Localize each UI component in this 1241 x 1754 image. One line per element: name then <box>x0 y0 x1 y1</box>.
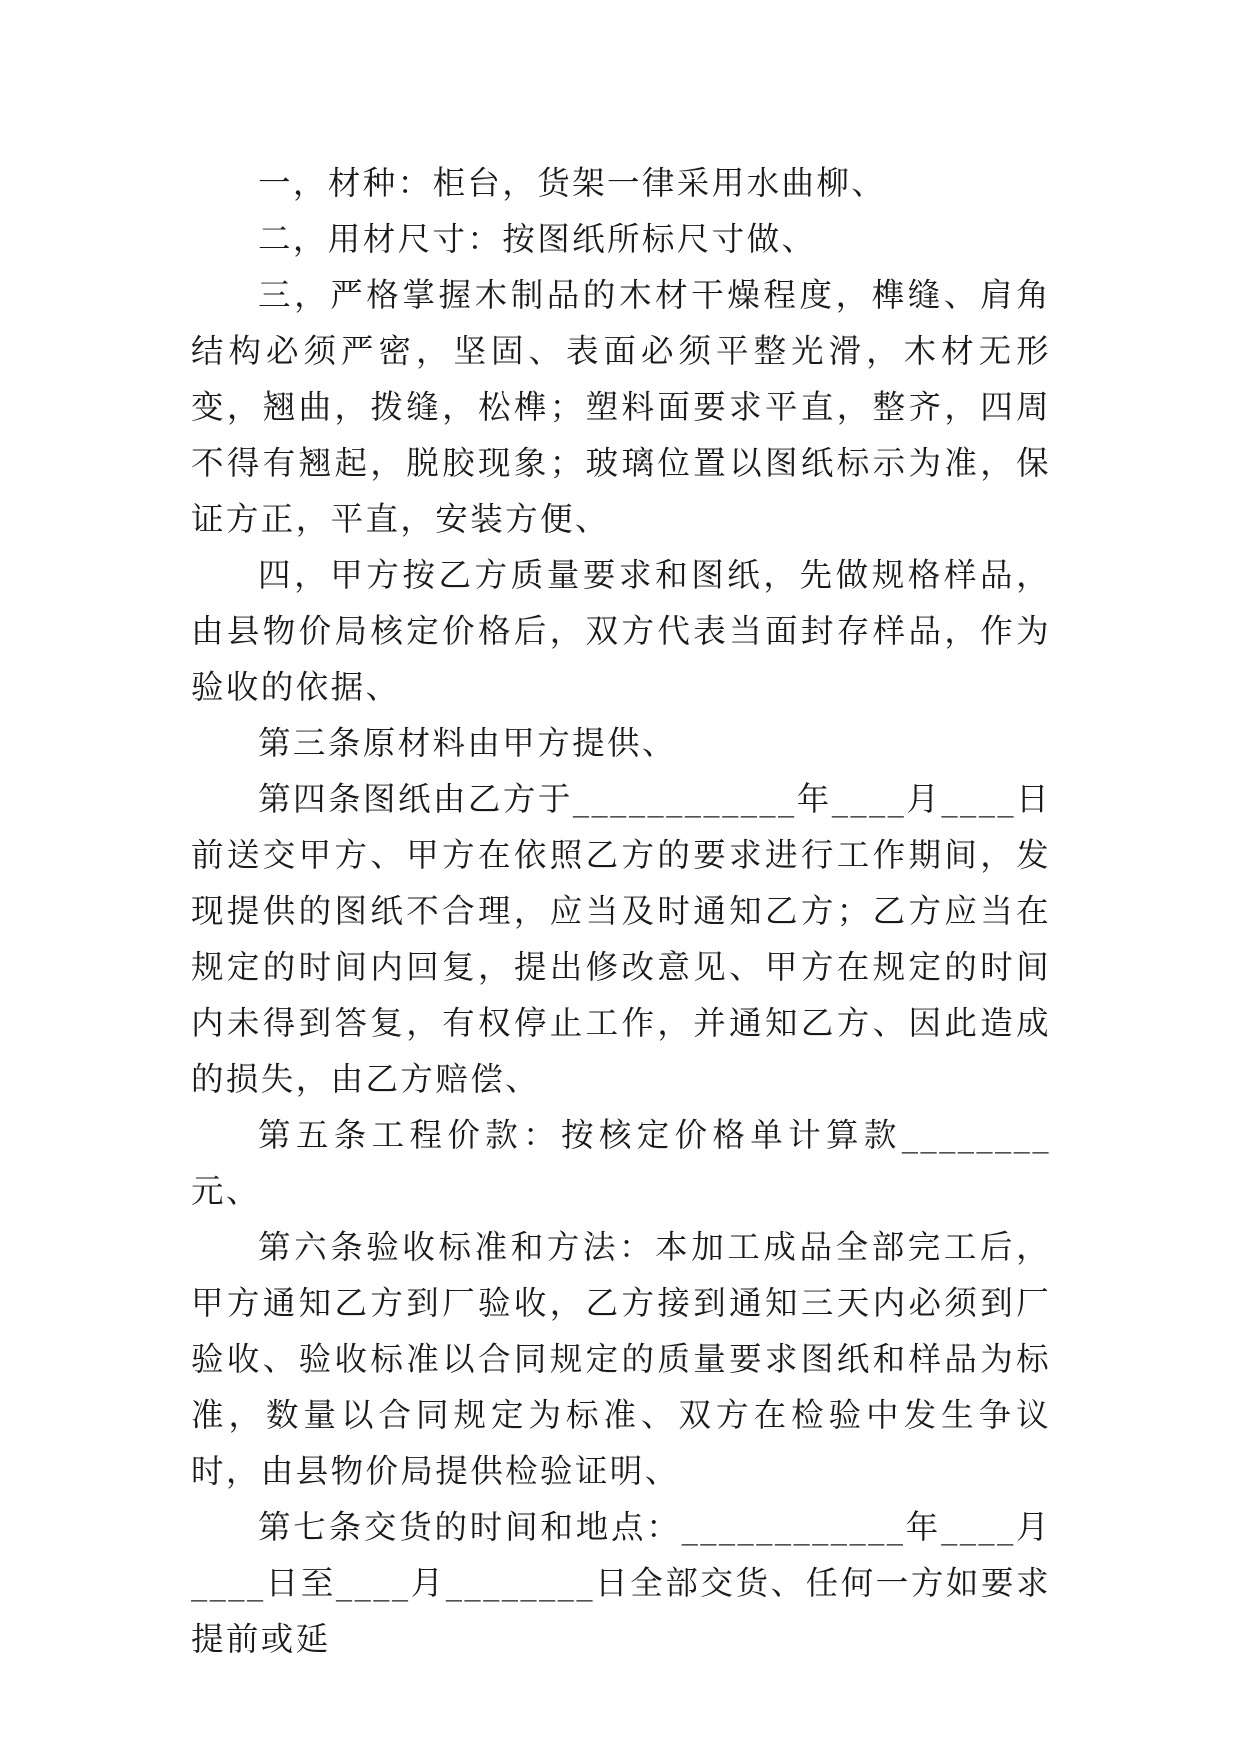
clause-material-size: 二，用材尺寸：按图纸所标尺寸做、 <box>258 220 817 258</box>
article-5-price: 第五条工程价款：按核定价格单计算款________元、 <box>191 1116 1051 1210</box>
article-6-acceptance: 第六条验收标准和方法：本加工成品全部完工后，甲方通知乙方到厂验收，乙方接到通知三天内必须到厂验收、验收标准以合同规定的质量要求图纸和样品为标准，数量以合同规定为标准、双方在检验中发生争议时，由县物价局提供检验证明、 <box>191 1228 1051 1490</box>
article-4-drawings: 第四条图纸由乙方于____________年____月____日前送交甲方、甲方在依照乙方的要求进行工作期间，发现提供的图纸不合理，应当及时通知乙方；乙方应当在规定的时间内回复，提出修改意见、甲方在规定的时间内未得到答复，有权停止工作，并通知乙方、因此造成的损失，由乙方赔偿、 <box>191 780 1051 1098</box>
clause-quality-requirements: 三，严格掌握木制品的木材干燥程度，榫缝、肩角结构必须严密，坚固、表面必须平整光滑，木材无形变，翘曲，拨缝，松榫；塑料面要求平直，整齐，四周不得有翘起，脱胶现象；玻璃位置以图纸标示为准，保证方正，平直，安装方便、 <box>191 276 1051 538</box>
article-7-delivery: 第七条交货的时间和地点：____________年____月____日至____月________日全部交货、任何一方如要求提前或延 <box>191 1508 1051 1658</box>
clause-sample: 四，甲方按乙方质量要求和图纸，先做规格样品，由县物价局核定价格后，双方代表当面封存样品，作为验收的依据、 <box>191 556 1051 706</box>
contract-body <box>191 155 1051 1667</box>
clause-material-type: 一，材种：柜台，货架一律采用水曲柳、 <box>258 164 887 202</box>
article-3-raw-materials: 第三条原材料由甲方提供、 <box>258 724 677 762</box>
